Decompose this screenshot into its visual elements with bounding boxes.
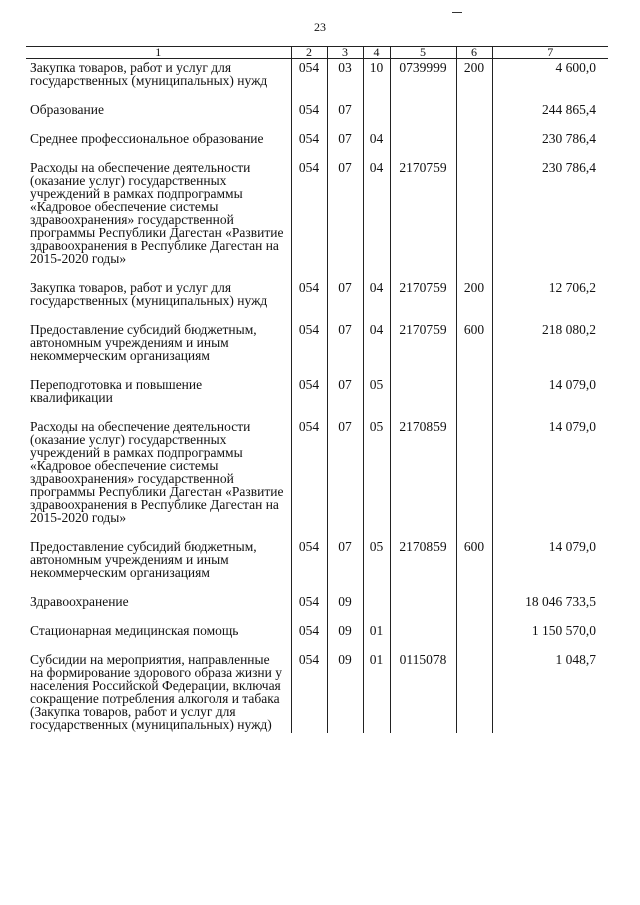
table-row <box>26 159 608 279</box>
column-header-name: 1 <box>26 47 291 59</box>
row-pr: 04 <box>363 279 390 321</box>
row-ved: 054 <box>291 101 327 130</box>
row-ved: 054 <box>291 279 327 321</box>
row-name: Субсидии на мероприятия, направленные на формирование здорового образа жизни у населения Российской Федерации, включая сокращение потребления алкоголя и табака (Закупка товаров, работ и услуг для государственных (муниципальных) нужд) <box>30 652 282 732</box>
row-rz: 09 <box>327 622 363 651</box>
row-csr: 0739999 <box>390 59 456 102</box>
row-rz: 07 <box>327 538 363 593</box>
column-header-pr: 4 <box>363 47 390 59</box>
page-number: 23 <box>314 20 326 34</box>
table-row <box>26 101 608 130</box>
row-pr <box>363 101 390 130</box>
row-rz: 07 <box>327 321 363 376</box>
table-row <box>26 538 608 593</box>
row-sum: 1 150 570,0 <box>492 622 608 651</box>
row-rz: 07 <box>327 279 363 321</box>
row-csr <box>390 101 456 130</box>
row-sum: 18 046 733,5 <box>492 593 608 622</box>
row-ved: 054 <box>291 538 327 593</box>
row-sum: 230 786,4 <box>492 130 608 159</box>
table-row <box>26 651 608 733</box>
row-csr <box>390 130 456 159</box>
row-name: Образование <box>30 102 104 117</box>
row-csr: 2170759 <box>390 159 456 279</box>
row-csr <box>390 622 456 651</box>
row-ved: 054 <box>291 130 327 159</box>
row-rz: 09 <box>327 593 363 622</box>
row-vr: 600 <box>456 321 492 376</box>
table-row <box>26 59 608 102</box>
row-name: Среднее профессиональное образование <box>30 131 264 146</box>
row-ved: 054 <box>291 376 327 418</box>
table-row <box>26 418 608 538</box>
table-row <box>26 321 608 376</box>
row-rz: 03 <box>327 59 363 102</box>
row-sum: 12 706,2 <box>492 279 608 321</box>
table-row <box>26 593 608 622</box>
row-csr: 2170759 <box>390 279 456 321</box>
row-rz: 07 <box>327 376 363 418</box>
row-rz: 07 <box>327 418 363 538</box>
row-name: Стационарная медицинская помощь <box>30 623 239 638</box>
row-name: Расходы на обеспечение деятельности (оказание услуг) государственных учреждений в рамках подпрограммы «Кадровое обеспечение системы здравоохранения» государственной программы Республики Дагестан «Развитие здравоохранения в Республике Дагестан на 2015-2020 годы» <box>30 160 284 266</box>
table-header-row <box>26 47 608 59</box>
table-row <box>26 376 608 418</box>
table-row <box>26 622 608 651</box>
row-pr: 04 <box>363 159 390 279</box>
row-vr <box>456 376 492 418</box>
table-row <box>26 279 608 321</box>
row-name: Здравоохранение <box>30 594 129 609</box>
row-rz: 07 <box>327 101 363 130</box>
row-ved: 054 <box>291 593 327 622</box>
budget-table <box>26 46 608 733</box>
row-name: Предоставление субсидий бюджетным, автономным учреждениям и иным некоммерческим организациям <box>30 322 257 363</box>
row-sum: 14 079,0 <box>492 538 608 593</box>
row-ved: 054 <box>291 159 327 279</box>
row-ved: 054 <box>291 651 327 733</box>
row-pr: 01 <box>363 622 390 651</box>
row-csr: 2170859 <box>390 418 456 538</box>
row-name: Переподготовка и повышение квалификации <box>30 377 203 405</box>
row-sum: 14 079,0 <box>492 418 608 538</box>
page-mark <box>452 12 462 13</box>
row-pr: 05 <box>363 376 390 418</box>
row-pr: 05 <box>363 538 390 593</box>
row-csr <box>390 593 456 622</box>
table-row <box>26 130 608 159</box>
column-header-csr: 5 <box>390 47 456 59</box>
row-ved: 054 <box>291 59 327 102</box>
row-rz: 07 <box>327 130 363 159</box>
row-ved: 054 <box>291 622 327 651</box>
row-vr: 600 <box>456 538 492 593</box>
row-vr <box>456 593 492 622</box>
column-header-vr: 6 <box>456 47 492 59</box>
row-vr <box>456 130 492 159</box>
row-vr <box>456 622 492 651</box>
row-csr: 0115078 <box>390 651 456 733</box>
row-csr: 2170759 <box>390 321 456 376</box>
row-vr <box>456 418 492 538</box>
row-csr <box>390 376 456 418</box>
row-name: Предоставление субсидий бюджетным, автономным учреждениям и иным некоммерческим организациям <box>30 539 257 580</box>
row-csr: 2170859 <box>390 538 456 593</box>
row-sum: 4 600,0 <box>492 59 608 102</box>
row-vr <box>456 651 492 733</box>
row-ved: 054 <box>291 418 327 538</box>
row-sum: 218 080,2 <box>492 321 608 376</box>
row-vr <box>456 101 492 130</box>
row-pr <box>363 593 390 622</box>
column-header-ved: 2 <box>291 47 327 59</box>
row-ved: 054 <box>291 321 327 376</box>
column-header-sum: 7 <box>492 47 608 59</box>
row-rz: 09 <box>327 651 363 733</box>
row-vr: 200 <box>456 59 492 102</box>
row-rz: 07 <box>327 159 363 279</box>
row-pr: 04 <box>363 130 390 159</box>
row-pr: 01 <box>363 651 390 733</box>
row-name: Закупка товаров, работ и услуг для государственных (муниципальных) нужд <box>30 60 268 88</box>
row-name: Расходы на обеспечение деятельности (оказание услуг) государственных учреждений в рамках подпрограммы «Кадровое обеспечение системы здравоохранения» государственной программы Республики Дагестан «Развитие здравоохранения в Республике Дагестан на 2015-2020 годы» <box>30 419 284 525</box>
row-pr: 04 <box>363 321 390 376</box>
row-sum: 1 048,7 <box>492 651 608 733</box>
row-vr <box>456 159 492 279</box>
row-pr: 05 <box>363 418 390 538</box>
row-sum: 244 865,4 <box>492 101 608 130</box>
row-sum: 230 786,4 <box>492 159 608 279</box>
row-pr: 10 <box>363 59 390 102</box>
column-header-rz: 3 <box>327 47 363 59</box>
row-sum: 14 079,0 <box>492 376 608 418</box>
row-vr: 200 <box>456 279 492 321</box>
row-name: Закупка товаров, работ и услуг для государственных (муниципальных) нужд <box>30 280 268 308</box>
